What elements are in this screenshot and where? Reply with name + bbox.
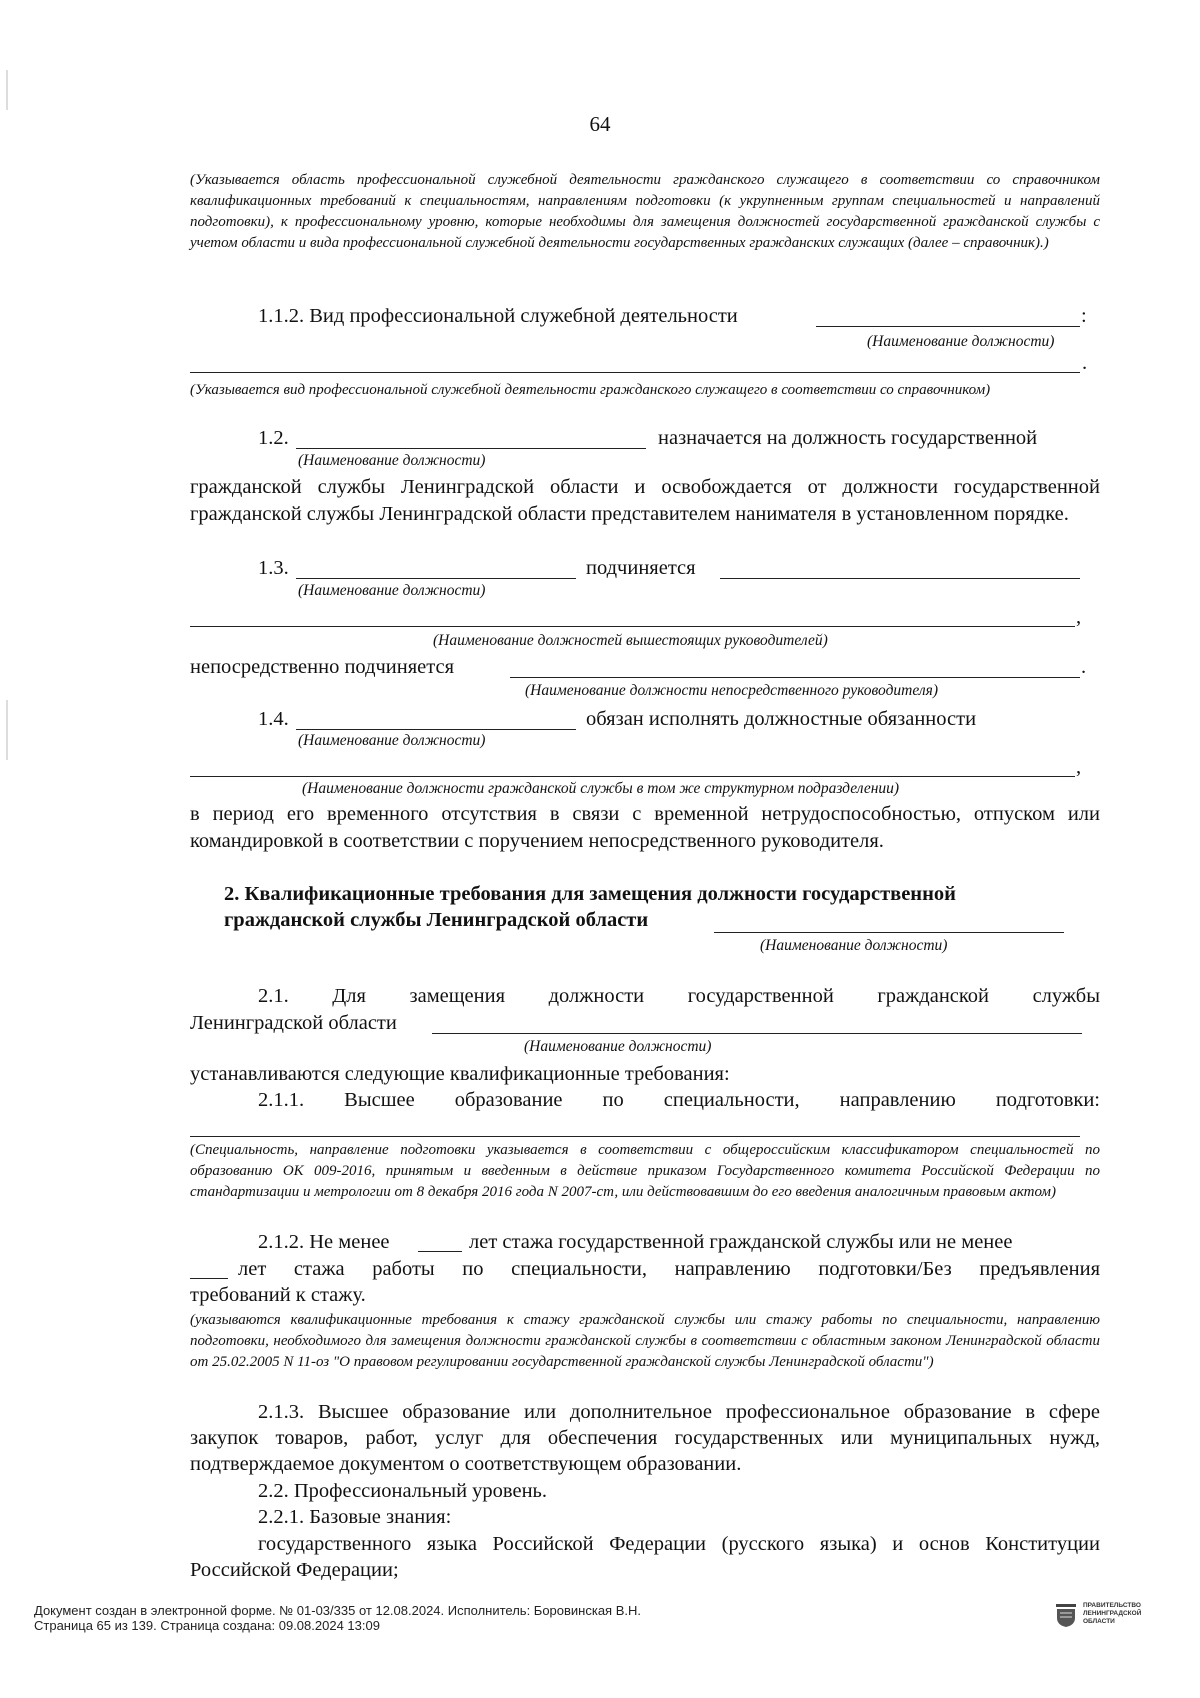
- paragraph-2-1-line1: 2.1. Для замещения должности государственной гражданской службы: [258, 985, 1100, 1007]
- caption-position-name: (Наименование должности): [298, 582, 486, 599]
- paragraph-1-4-body: в период его временного отсутствия в связи с временной нетрудоспособностью, отпуском или командировкой в соответствии с поручением непосредственного руководителя.: [190, 803, 1100, 852]
- footer-page-info: Страница 65 из 139. Страница создана: 09.08.2024 13:09: [34, 1618, 380, 1633]
- paragraph-1-3-number: 1.3.: [258, 557, 289, 579]
- caption-same-unit: (Наименование должности гражданской службы в том же структурном подразделении): [302, 780, 900, 797]
- document-footer: [34, 1603, 641, 1633]
- coat-of-arms-icon: [1055, 1604, 1077, 1628]
- blank-line: [714, 932, 1064, 933]
- paragraph-2-1-3: 2.1.3. Высшее образование или дополнительное профессиональное образование в сфере закупок товаров, работ, услуг для обеспечения государственных или муниципальных нужд, подтверждаемое документом о соответствующем образовании.: [190, 1401, 1100, 1475]
- blank-line: [296, 729, 576, 730]
- paragraph-2-1-1: 2.1.1. Высшее образование по специальности, направлению подготовки:: [258, 1089, 1100, 1111]
- paragraph-2-1-2-line2: лет стажа работы по специальности, направлению подготовки/Без предъявления: [238, 1258, 1100, 1280]
- blank-line: [816, 326, 1080, 327]
- caption-position-name: (Наименование должности): [524, 1038, 712, 1055]
- note-experience: (указываются квалификационные требования к стажу гражданской службы или стажу работы по специальности, направлению подготовки, необходимого для замещения должности гражданской службы в соответствии с областным законом Ленинградской области от 25.02.2005 N 11-оз "О правовом регулировании государственной гражданской службы Ленинградской области"): [190, 1312, 1100, 1370]
- blank-line: [190, 1278, 228, 1279]
- paragraph-2-1-2-end: требований к стажу.: [190, 1284, 366, 1306]
- paragraph-1-3-mid: подчиняется: [586, 557, 696, 579]
- note-specialty: (Специальность, направление подготовки указывается в соответствии с общероссийским классификатором специальностей по образованию ОК 009-2016, принятым и введенным в действие приказом Государственного комитета Российской Федерации по стандартизации и метрологии от 8 декабря 2016 года N 2007-ст, или действовавшим до его введения аналогичным правовым актом): [190, 1142, 1100, 1200]
- paragraph-2-1-line2: Ленинградской области: [190, 1012, 397, 1034]
- note-activity-kind: (Указывается вид профессиональной служебной деятельности гражданского служащего в соответствии со справочником): [190, 382, 991, 398]
- blank-line: [190, 776, 1075, 777]
- note-activity-area: (Указывается область профессиональной служебной деятельности гражданского служащего в соответствии со справочником квалификационных требований к специальностям, направлениям подготовки (к укрупненным группам специальностей и направлений подготовки), к профессиональному уровню, которые необходимы для замещения должностей государственной гражданской службы с учетом области и вида профессиональной служебной деятельности государственных гражданских служащих (далее – справочник).): [190, 172, 1100, 251]
- paragraph-1-2-number: 1.2.: [258, 427, 289, 449]
- colon: :: [1081, 305, 1087, 327]
- comma: ,: [1076, 606, 1082, 628]
- blank-line: [190, 1136, 1080, 1137]
- section-2-heading-line2: гражданской службы Ленинградской области: [224, 909, 649, 931]
- caption-direct-manager: (Наименование должности непосредственного руководителя): [525, 682, 938, 699]
- blank-line: [432, 1033, 1082, 1034]
- paragraph-1-1-2: 1.1.2. Вид профессиональной служебной деятельности: [258, 305, 738, 327]
- logo-text: ПРАВИТЕЛЬСТВО ЛЕНИНГРАДСКОЙ ОБЛАСТИ: [1083, 1602, 1142, 1625]
- scan-edge-mark: [6, 700, 8, 760]
- blank-line: [296, 578, 576, 579]
- government-logo: [1055, 1602, 1175, 1632]
- blank-line: [296, 448, 646, 449]
- caption-superiors: (Наименование должностей вышестоящих руководителей): [433, 632, 828, 649]
- period: .: [1081, 656, 1087, 678]
- section-2-heading-line1: 2. Квалификационные требования для замещения должности государственной: [224, 883, 956, 905]
- caption-position-name: (Наименование должности): [760, 937, 948, 954]
- paragraph-2-1-line3: устанавливаются следующие квалификационные требования:: [190, 1063, 730, 1085]
- caption-position-name: (Наименование должности): [298, 732, 486, 749]
- paragraph-2-1-2-start: 2.1.2. Не менее: [258, 1231, 390, 1253]
- comma: ,: [1076, 756, 1082, 778]
- footer-doc-info: Документ создан в электронной форме. № 01-03/335 от 12.08.2024. Исполнитель: Боровинская В.Н.: [34, 1603, 641, 1618]
- caption-position-name: (Наименование должности): [867, 333, 1055, 350]
- paragraph-2-2-1-body: государственного языка Российской Федерации (русского языка) и основ Конституции Российской Федерации;: [190, 1533, 1100, 1581]
- blank-line: [510, 677, 1080, 678]
- scan-edge-mark: [6, 70, 8, 110]
- paragraph-1-4-tail: обязан исполнять должностные обязанности: [586, 708, 977, 730]
- blank-line: [190, 372, 1080, 373]
- paragraph-direct-subordination: непосредственно подчиняется: [190, 656, 455, 678]
- blank-line: [190, 626, 1075, 627]
- caption-position-name: (Наименование должности): [298, 452, 486, 469]
- blank-line: [418, 1251, 462, 1252]
- paragraph-2-1-2-mid: лет стажа государственной гражданской службы или не менее: [469, 1231, 1013, 1253]
- period: .: [1082, 352, 1088, 374]
- paragraph-1-4-number: 1.4.: [258, 708, 289, 730]
- paragraph-1-2-tail: назначается на должность государственной: [658, 427, 1038, 449]
- paragraph-1-2-body: гражданской службы Ленинградской области и освобождается от должности государственной гражданской службы Ленинградской области представителем нанимателя в установленном порядке.: [190, 476, 1100, 525]
- paragraph-2-2-1: 2.2.1. Базовые знания:: [258, 1506, 452, 1528]
- page-number: 64: [589, 112, 611, 136]
- paragraph-2-2: 2.2. Профессиональный уровень.: [258, 1480, 548, 1502]
- blank-line: [720, 578, 1080, 579]
